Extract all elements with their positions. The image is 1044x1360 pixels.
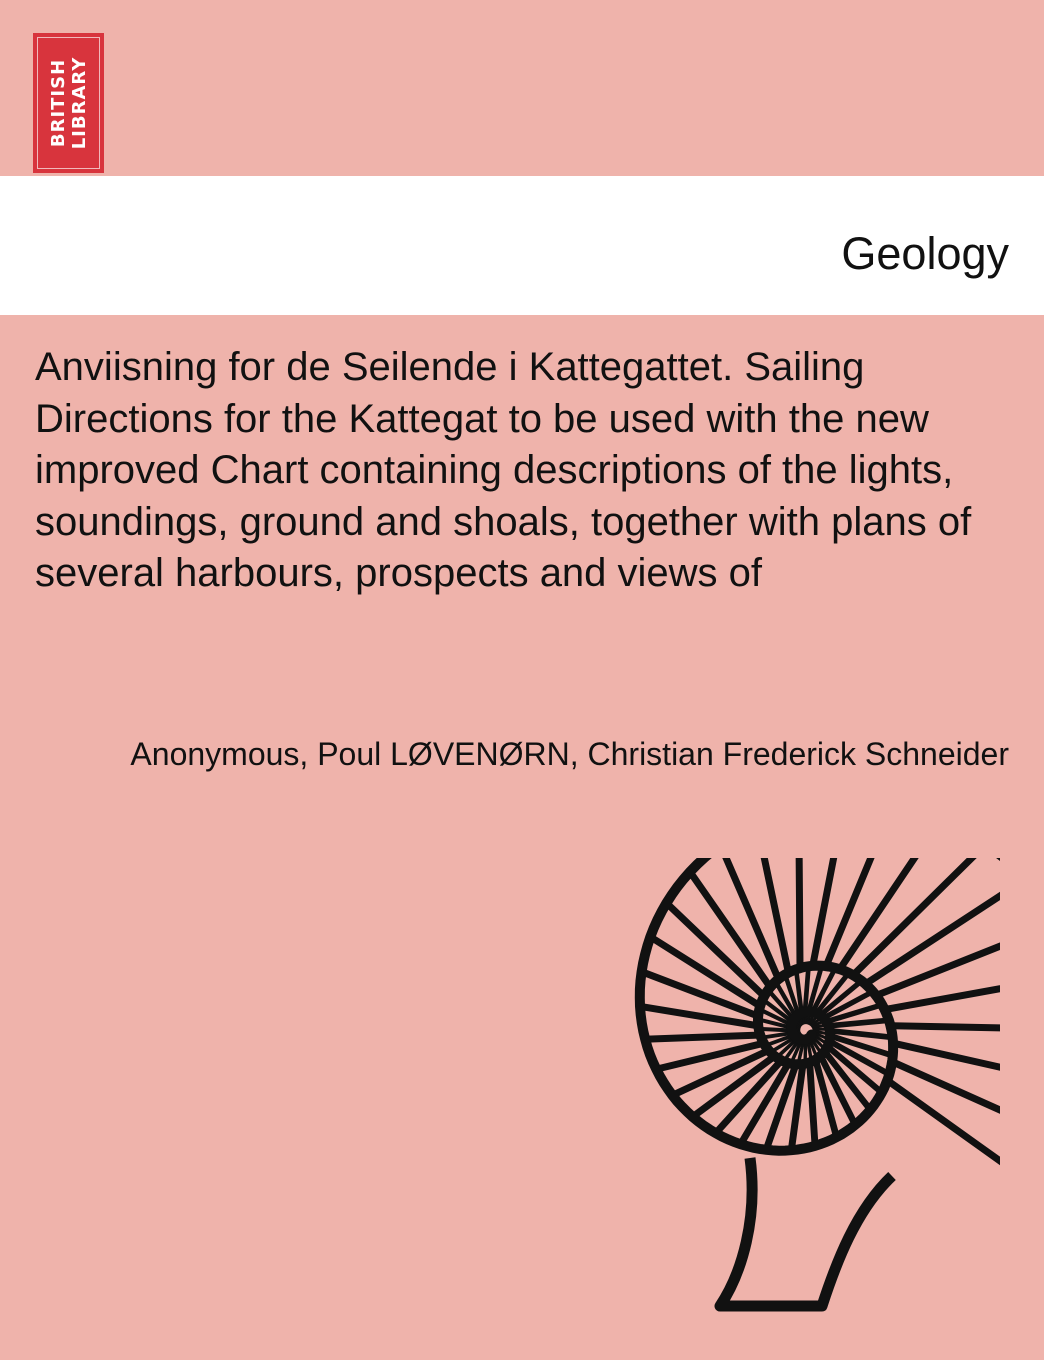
ammonite-ribs [643,858,1000,1221]
ammonite-rib [893,1026,1001,1030]
series-label: Geology [841,228,1009,279]
logo-line-library: LIBRARY [68,56,90,150]
ammonite-rib [830,1020,887,1025]
ammonite-rib [813,858,843,964]
book-title: Anviisning for de Seilende i Kattegattet. Sailing Directions for the Kattegat to be used with the new improved Chart containing descriptions of the lights, soundings, ground and shoals, together with plans of several harbours, prospects and views of [35,345,972,595]
ammonite-rib [841,858,938,968]
ammonite-icon [630,858,1000,1318]
ammonite-rib [648,1035,759,1039]
ammonite-rib [659,1044,762,1069]
ammonite-aperture [720,1158,892,1306]
ammonite-rib [760,1029,790,1031]
ammonite-rib [758,858,788,971]
logo-text [48,37,90,169]
book-authors: Anonymous, Poul LØVENØRN, Christian Frederick Schneider [130,736,1009,772]
ammonite-rib [887,973,1000,1009]
ammonite-rib [810,1064,815,1143]
logo-line-british: BRITISH [47,58,69,148]
ammonite-rib [894,1063,1000,1157]
series-band [0,176,1044,315]
ammonite-rib [805,968,808,1010]
ammonite-rib [799,858,800,966]
british-library-logo [33,33,104,173]
